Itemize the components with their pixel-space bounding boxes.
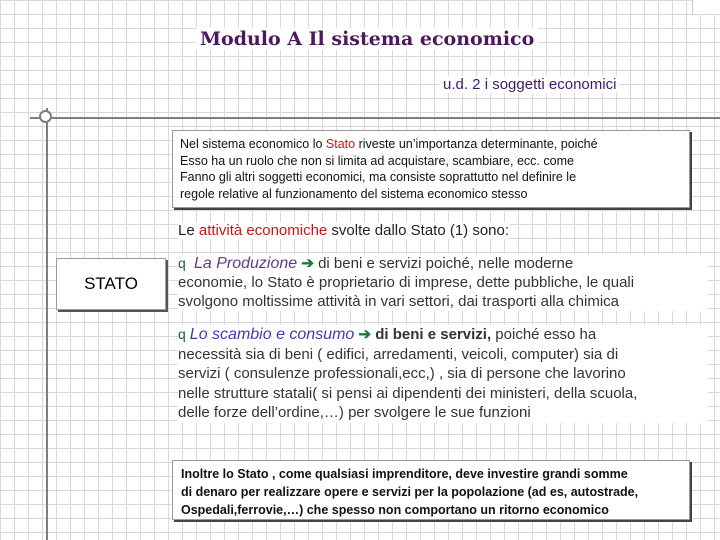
exchange-row-5: delle forze dell’ordine,…) per svolgere le sue funzioni (178, 404, 531, 421)
production-row-1-rest: poiché, nelle moderne (421, 255, 574, 272)
bullet-icon: q (178, 255, 186, 271)
intro-line-1-end: riveste un’importanza determinante, poiché (355, 137, 598, 151)
intro-line-1-start: Nel sistema economico lo (180, 137, 326, 151)
intro-pre: Le (178, 222, 199, 239)
slide-title: Modulo A Il sistema economico (196, 28, 538, 50)
intro-line-3: Fanno gli altri soggetti economici, ma consiste soprattutto nel definire le (180, 170, 577, 184)
exchange-row-3: servizi ( consulenze professionali,ecc,) , sia di persone che lavorino (178, 365, 626, 382)
intro-text-box (172, 130, 690, 208)
exchange-bold: di beni e servizi, (375, 326, 492, 343)
investment-line-1: Inoltre lo Stato , come qualsiasi imprenditore, deve investire grandi somme (181, 467, 628, 481)
exchange-row-4: nelle strutture statali( si pensi ai dipendenti dei ministeri, della scuola, (178, 384, 638, 402)
production-row-1 (178, 254, 708, 273)
stato-label: STATO (84, 274, 138, 293)
vertical-rule (46, 108, 48, 540)
production-heading: La Produzione (193, 255, 298, 272)
production-bold: di beni e servizi (318, 255, 422, 272)
rule-circle-icon (39, 110, 52, 123)
investment-line-3: Ospedali,ferrovie,…) che spesso non comportano un ritorno economico (181, 503, 609, 517)
activities-highlight: attività economiche (198, 222, 328, 239)
exchange-row-1-rest: poiché esso ha (491, 326, 597, 343)
arrow-right-icon: ➔ (358, 326, 372, 343)
horizontal-rule (30, 117, 720, 119)
intro-line-4: regole relative al funzionamento del sistema economico stesso (180, 186, 528, 201)
slide-subtitle: u.d. 2 i soggetti economici (440, 76, 619, 93)
activities-intro (178, 222, 509, 239)
intro-post: svolte dallo Stato (1) sono: (327, 222, 510, 239)
production-row-3: svolgono moltissime attività in vari settori, dai trasporti alla chimica (178, 293, 619, 310)
exchange-row-1 (178, 325, 708, 345)
investment-line-2: di denaro per realizzare opere e servizi per la popolazione (ad es, autostrade, (181, 485, 639, 499)
activity-exchange (178, 325, 708, 423)
stato-highlight: Stato (325, 137, 356, 151)
bullet-icon: q (178, 326, 186, 342)
intro-line-2: Esso ha un ruolo che non si limita ad acquistare, scambiare, ecc. come (180, 153, 574, 168)
intro-line-1 (180, 136, 689, 153)
stato-label-box (56, 258, 166, 310)
exchange-row-2: necessità sia di beni ( edifici, arredamenti, veicoli, computer) sia di (178, 345, 619, 363)
activity-production (178, 254, 708, 311)
arrow-right-icon: ➔ (301, 255, 314, 272)
investment-text-box (172, 460, 690, 520)
exchange-heading: Lo scambio e consumo (189, 326, 355, 343)
production-row-2: economie, lo Stato è proprietario di imprese, dette pubbliche, le quali (178, 274, 635, 291)
slide-corner (692, 0, 720, 14)
